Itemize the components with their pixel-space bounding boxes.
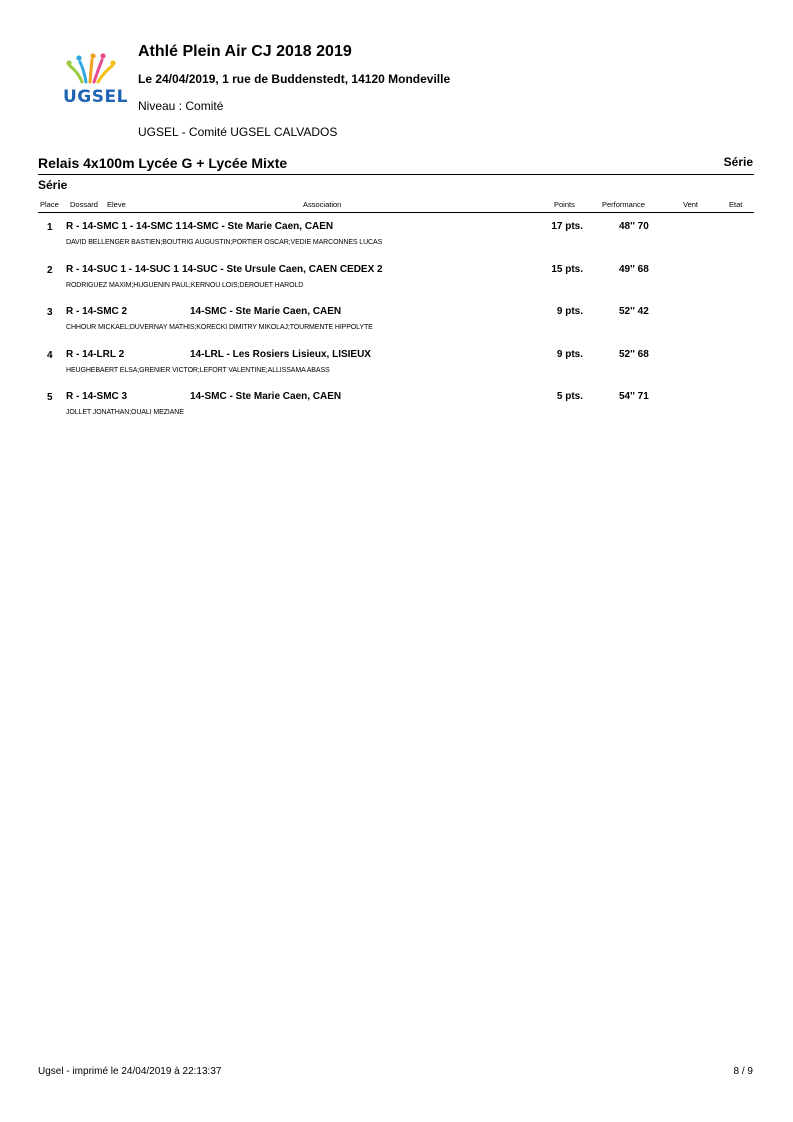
col-etat: Etat <box>729 200 743 209</box>
result-points: 5 pts. <box>556 391 583 402</box>
result-dossard: R - 14-SMC 1 - 14-SMC 1 <box>66 221 182 232</box>
result-place: 2 <box>47 265 53 276</box>
meeting-organizer: UGSEL - Comité UGSEL CALVADOS <box>138 125 338 139</box>
result-association: 14-SMC - Ste Marie Caen, CAEN <box>190 306 342 317</box>
result-place: 4 <box>47 350 53 361</box>
result-dossard: R - 14-SMC 3 <box>66 391 128 402</box>
result-points: 9 pts. <box>556 306 583 317</box>
result-place: 3 <box>47 307 53 318</box>
result-association: 14-SMC - Ste Marie Caen, CAEN <box>190 391 342 402</box>
result-association: 14-LRL - Les Rosiers Lisieux, LISIEUX <box>190 349 371 360</box>
meeting-title: Athlé Plein Air CJ 2018 2019 <box>138 43 352 60</box>
result-place: 5 <box>47 392 53 403</box>
result-performance: 48'' 70 <box>619 221 649 232</box>
print-timestamp: Ugsel - imprimé le 24/04/2019 à 22:13:37 <box>38 1066 222 1077</box>
col-association: Association <box>303 200 342 209</box>
table-header-divider <box>38 212 754 213</box>
result-row <box>0 261 793 301</box>
result-row <box>0 346 793 386</box>
result-athletes: CHHOUR MICKAEL;DUVERNAY MATHIS;KORECKI DIMITRY MIKOLAJ;TOURMENTE HIPPOLYTE <box>66 324 373 331</box>
result-dossard: R - 14-SMC 2 <box>66 306 128 317</box>
col-points: Points <box>554 200 575 209</box>
col-place: Place <box>40 200 59 209</box>
result-athletes: RODRIGUEZ MAXIM;HUGUENIN PAUL;KERNOU LOIS;DEROUET HAROLD <box>66 282 304 289</box>
result-points: 9 pts. <box>556 349 583 360</box>
result-row <box>0 303 793 343</box>
result-performance: 52'' 68 <box>619 349 649 360</box>
section-label: Série <box>38 178 68 192</box>
result-performance: 54'' 71 <box>619 391 649 402</box>
event-series-label: Série <box>723 155 753 169</box>
result-association: 14-SMC - Ste Marie Caen, CAEN <box>182 221 334 232</box>
col-dossard: Dossard <box>70 200 98 209</box>
result-row <box>0 388 793 428</box>
result-points: 15 pts. <box>551 264 583 275</box>
result-dossard: R - 14-SUC 1 - 14-SUC 1 <box>66 264 179 275</box>
result-athletes: JOLLET JONATHAN;OUALI MEZIANE <box>66 409 184 416</box>
col-eleve: Eleve <box>107 200 126 209</box>
result-association: 14-SUC - Ste Ursule Caen, CAEN CEDEX 2 <box>182 264 383 275</box>
result-dossard: R - 14-LRL 2 <box>66 349 125 360</box>
meeting-level: Niveau : Comité <box>138 99 224 113</box>
result-place: 1 <box>47 222 53 233</box>
event-title: Relais 4x100m Lycée G + Lycée Mixte <box>38 155 288 171</box>
meeting-date-location: Le 24/04/2019, 1 rue de Buddenstedt, 14120 Mondeville <box>138 72 451 86</box>
result-row <box>0 218 793 258</box>
result-athletes: DAVID BELLENGER BASTIEN;BOUTRIG AUGUSTIN;PORTIER OSCAR;VEDIE MARCONNES LUCAS <box>66 239 383 246</box>
col-performance: Performance <box>602 200 645 209</box>
result-performance: 52'' 42 <box>619 306 649 317</box>
ugsel-logo-text: UGSEL <box>63 87 128 107</box>
page-number: 8 / 9 <box>733 1066 753 1077</box>
col-vent: Vent <box>683 200 699 209</box>
event-divider <box>38 174 754 175</box>
result-athletes: HEUGHEBAERT ELSA;GRENIER VICTOR;LEFORT VALENTINE;ALLISSAMA ABASS <box>66 367 330 374</box>
result-points: 17 pts. <box>551 221 583 232</box>
result-performance: 49'' 68 <box>619 264 649 275</box>
